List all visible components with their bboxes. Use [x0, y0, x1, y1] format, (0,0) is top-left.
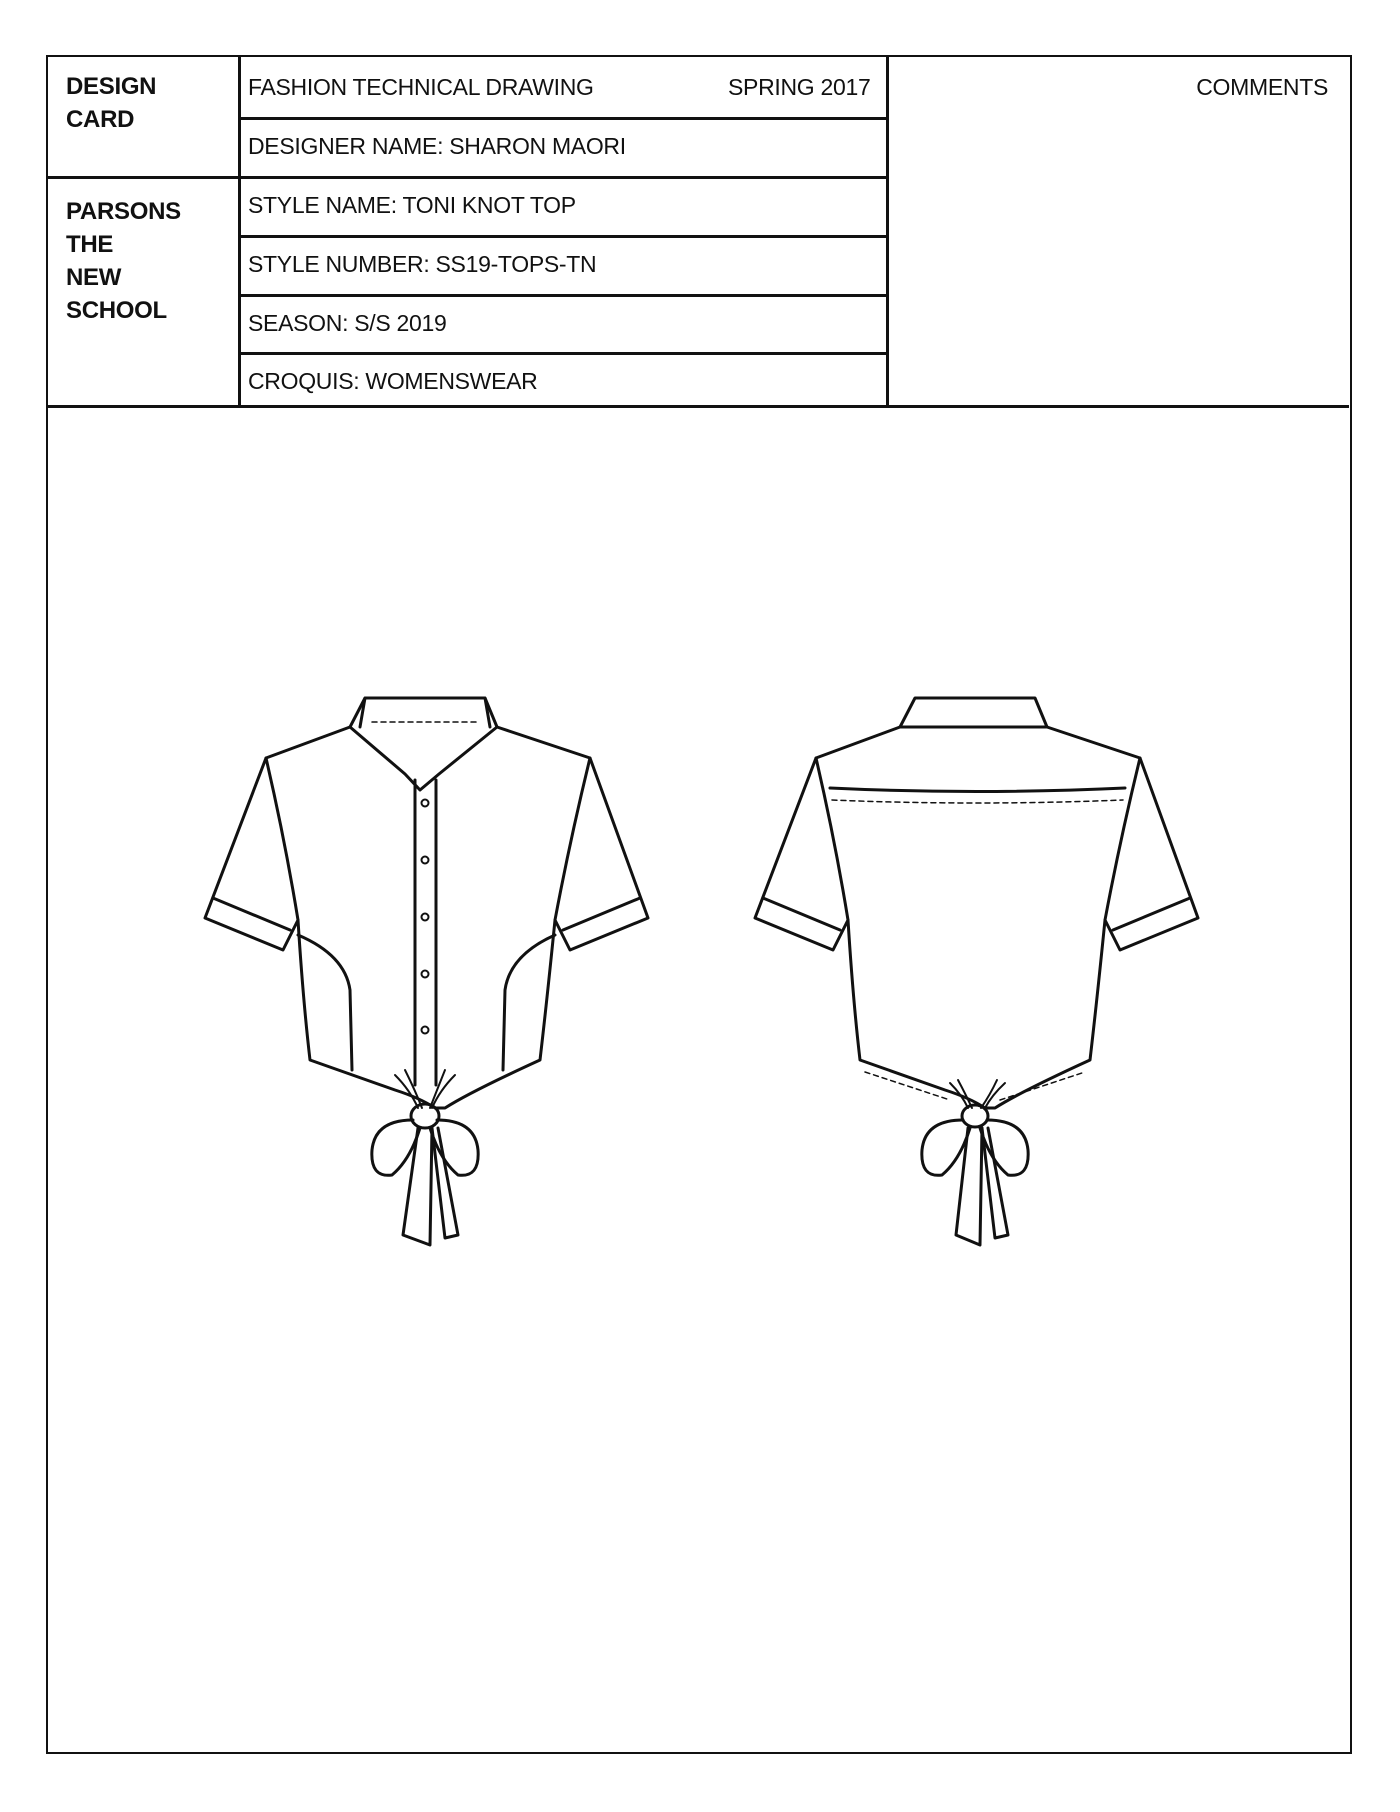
back-collar	[900, 698, 1047, 727]
armhole-seam	[816, 758, 848, 920]
armhole-seam	[1105, 758, 1140, 920]
button	[422, 800, 429, 807]
armhole-seam	[266, 758, 298, 920]
knot	[411, 1104, 439, 1128]
term-label: SPRING 2017	[728, 74, 871, 100]
button	[422, 1027, 429, 1034]
season-field: SEASON: S/S 2019	[248, 310, 447, 336]
princess-seam	[298, 935, 352, 1070]
card-label: DESIGN CARD	[66, 73, 157, 133]
buttons	[422, 800, 429, 1034]
comments-label: COMMENTS	[1196, 74, 1328, 100]
style-number-field: STYLE NUMBER: SS19-TOPS-TN	[248, 251, 597, 277]
yoke-seam	[830, 788, 1125, 792]
back-view	[755, 698, 1198, 1245]
armhole-seam	[555, 758, 590, 920]
button	[422, 914, 429, 921]
style-name-field: STYLE NAME: TONI KNOT TOP	[248, 192, 576, 218]
sheet-title: FASHION TECHNICAL DRAWING	[248, 74, 594, 100]
bow-tail	[403, 1128, 432, 1245]
yoke-stitch	[832, 800, 1123, 803]
bow-tail	[956, 1128, 982, 1245]
croquis-field: CROQUIS: WOMENSWEAR	[248, 368, 538, 394]
collar-inner	[360, 698, 490, 727]
button	[422, 971, 429, 978]
knot	[962, 1105, 988, 1127]
front-view	[205, 698, 648, 1245]
designer-field: DESIGNER NAME: SHARON MAORI	[248, 133, 626, 159]
collar	[350, 698, 497, 790]
school-label: PARSONS THE NEW SCHOOL	[66, 198, 181, 324]
button	[422, 857, 429, 864]
placket	[415, 780, 436, 1085]
